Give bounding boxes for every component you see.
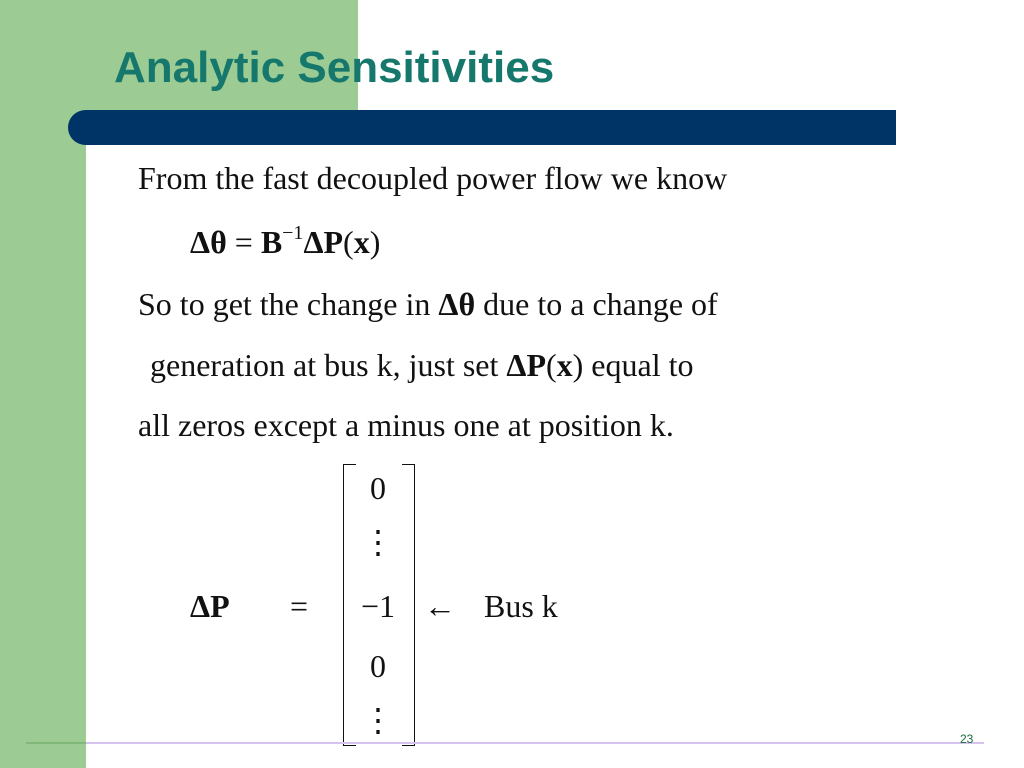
title-bar (68, 110, 896, 145)
text-line-4 (150, 345, 693, 385)
matrix-equals: = (290, 588, 309, 624)
left-arrow-icon: ← (424, 588, 456, 624)
line4-x: x (556, 347, 573, 383)
slide-title: Analytic Sensitivities (114, 43, 555, 92)
matrix-lhs: ΔP (190, 588, 230, 624)
text-line-1: From the fast decoupled power flow we know (138, 160, 728, 196)
eq-x: x (353, 224, 370, 260)
footer-line-left (26, 742, 86, 744)
line3-text: So to get the change in (138, 286, 439, 322)
green-side-strip (0, 145, 86, 768)
eq-equals: = (234, 224, 253, 260)
matrix-entry-5: ⋮ (362, 702, 394, 738)
footer-line (86, 742, 984, 744)
bus-k-label: Bus k (484, 588, 558, 624)
line4-symbol: ΔP (506, 347, 546, 383)
text-line-5: all zeros except a minus one at position k. (138, 407, 674, 443)
matrix-entry-1: 0 (370, 470, 386, 506)
line4-text: generation at bus k, just set (150, 347, 507, 383)
eq-close-paren: ) (369, 224, 381, 260)
line3-symbol: Δθ (438, 286, 476, 322)
page-number: 23 (960, 732, 974, 746)
matrix-entry-2: ⋮ (362, 524, 394, 560)
matrix-entry-4: 0 (370, 648, 386, 684)
line3-text2: due to a change of (475, 286, 718, 322)
eq-open-paren: ( (343, 224, 354, 260)
matrix-right-bracket (402, 464, 415, 746)
text-line-3 (138, 284, 718, 324)
line4-open-paren: ( (545, 347, 557, 383)
eq-delta-P: ΔP (303, 224, 344, 260)
equation-delta-theta (190, 222, 380, 262)
matrix-entry-3: −1 (360, 588, 396, 624)
eq-B: B (260, 224, 283, 260)
eq-delta-theta: Δθ (190, 224, 227, 260)
eq-exponent: −1 (282, 222, 304, 244)
line4-text2: ) equal to (572, 347, 694, 383)
